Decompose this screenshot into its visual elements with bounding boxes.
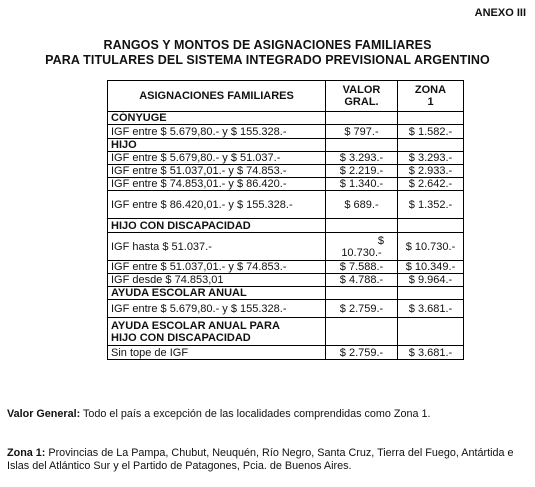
table-row [108,125,464,139]
empty-cell [326,318,398,346]
row-label: IGF entre $ 5.679,80.- y $ 155.328.- [108,125,326,139]
header-zona-1 [398,81,464,112]
empty-cell [398,318,464,346]
row-zona1-value: $ 1.352.- [398,191,464,219]
row-general-value [326,233,398,261]
row-general-value: $ 2.759.- [326,300,398,318]
header-valor-line1: VALOR [342,84,381,96]
title-line-1: RANGOS Y MONTOS DE ASIGNACIONES FAMILIARES [103,38,432,52]
row-general-value: $ 7.588.- [326,261,398,274]
empty-cell [398,139,464,152]
empty-cell [326,287,398,300]
header-allowances: ASIGNACIONES FAMILIARES [108,81,326,112]
header-zona-line1: ZONA [414,84,447,96]
section-row [108,139,464,152]
row-zona1-value: $ 10.730.- [398,233,464,261]
table-header-row [108,81,464,112]
row-label: IGF entre $ 5.679,80.- y $ 155.328.- [108,300,326,318]
row-zona1-value: $ 9.964.- [398,274,464,287]
table-row [108,300,464,318]
title-line-2: PARA TITULARES DEL SISTEMA INTEGRADO PREVISIONAL ARGENTINO [45,53,490,67]
section-title-line2: HIJO CON DISCAPACIDAD [111,331,251,344]
table-row [108,178,464,191]
note-zona-1 [7,447,529,473]
row-label: IGF entre $ 86.420,01.- y $ 155.328.- [108,191,326,219]
empty-cell [326,139,398,152]
table-row [108,274,464,287]
row-zona1-value: $ 1.582.- [398,125,464,139]
row-general-value: $ 797.- [326,125,398,139]
empty-cell [398,219,464,233]
section-title-line1: AYUDA ESCOLAR ANUAL PARA [111,319,280,332]
note-zona-text: Provincias de La Pampa, Chubut, Neuquén, Río Negro, Santa Cruz, Tierra del Fuego, Antártida e Islas del Atlántico Sur y el Partido de Patagones, Pcia. de Buenos Aires. [7,447,514,472]
table-row [108,261,464,274]
row-label: IGF entre $ 74.853,01.- y $ 86.420.- [108,178,326,191]
empty-cell [326,219,398,233]
row-label: IGF entre $ 51.037,01.- y $ 74.853.- [108,261,326,274]
section-conyuge: CÓNYUGE [108,112,326,125]
empty-cell [398,287,464,300]
row-general-value: $ 3.293.- [326,152,398,165]
row-label: IGF desde $ 74.853,01 [108,274,326,287]
allowances-table [107,80,464,360]
document-title [0,38,535,68]
note-general-text: Todo el país a excepción de las localidades comprendidas como Zona 1. [80,408,431,420]
row-general-value: $ 2.759.- [326,346,398,360]
row-zona1-value: $ 3.681.- [398,346,464,360]
section-row [108,112,464,125]
section-row [108,318,464,346]
empty-cell [326,112,398,125]
note-valor-general [7,408,529,421]
empty-cell [398,112,464,125]
general-value-amount: 10.730.- [341,246,382,259]
section-hijo-discapacidad: HIJO CON DISCAPACIDAD [108,219,326,233]
section-row [108,287,464,300]
section-ayuda-escolar-discapacidad [108,318,326,346]
row-zona1-value: $ 10.349.- [398,261,464,274]
section-row [108,219,464,233]
section-hijo: HIJO [108,139,326,152]
annex-label: ANEXO III [474,7,526,19]
row-general-value: $ 1.340.- [326,178,398,191]
row-label: IGF entre $ 51.037,01.- y $ 74.853.- [108,165,326,178]
row-zona1-value: $ 2.642.- [398,178,464,191]
row-general-value: $ 2.219.- [326,165,398,178]
row-label: IGF hasta $ 51.037.- [108,233,326,261]
row-label: Sin tope de IGF [108,346,326,360]
general-value-currency: $ [377,234,384,247]
header-valor-general [326,81,398,112]
row-general-value: $ 4.788.- [326,274,398,287]
note-general-label: Valor General: [7,408,81,420]
section-ayuda-escolar: AYUDA ESCOLAR ANUAL [108,287,326,300]
table-row [108,191,464,219]
header-valor-line2: GRAL. [344,96,379,108]
table-row [108,152,464,165]
header-zona-line2: 1 [427,96,434,108]
note-zona-label: Zona 1: [7,447,46,459]
table-row [108,165,464,178]
row-zona1-value: $ 3.293.- [398,152,464,165]
row-zona1-value: $ 2.933.- [398,165,464,178]
table-row [108,346,464,360]
row-zona1-value: $ 3.681.- [398,300,464,318]
row-label: IGF entre $ 5.679,80.- y $ 51.037.- [108,152,326,165]
table-row [108,233,464,261]
row-general-value: $ 689.- [326,191,398,219]
